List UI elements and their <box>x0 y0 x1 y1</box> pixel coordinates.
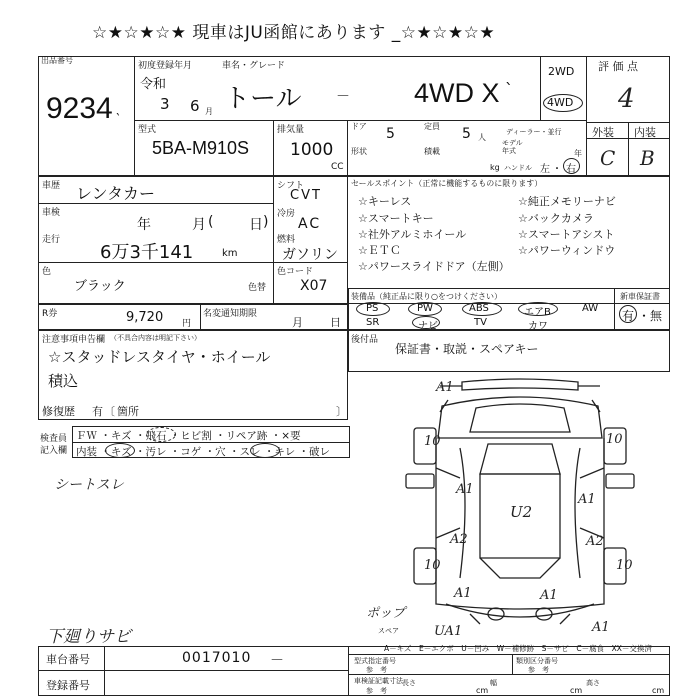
exterior-value: C <box>600 146 616 170</box>
shift-value: CVT <box>290 188 322 203</box>
width-label: 幅 <box>490 679 497 687</box>
model-spec-ref: 参 考 <box>366 666 387 674</box>
inspection-label: 車検 <box>42 208 61 218</box>
sales-point-1: ☆キーレス <box>358 195 412 208</box>
notes-sub: （不具合内容は明記下さい） <box>110 334 201 342</box>
inspection-open: ( <box>208 214 214 230</box>
exterior-label: 外装 <box>592 126 614 139</box>
color-code-label: 色コード <box>277 267 314 277</box>
inspector-kizu-circle <box>105 443 135 458</box>
diagram-u2: U2 <box>510 503 533 521</box>
diagram-10-rear-left: 10 <box>424 558 441 573</box>
doors-value: 5 <box>386 126 395 142</box>
new-car-warranty-label: 新車保証書 <box>620 292 660 301</box>
history-value: レンタカー <box>76 184 155 203</box>
diagram-a1-bottom: A1 <box>592 620 610 635</box>
diagram-a1-rear-left: A1 <box>454 586 472 601</box>
model-year-label: モデル年式 <box>502 139 523 155</box>
vehicle-name: トール <box>224 84 302 114</box>
size-label: 車検証記載寸法 <box>354 677 403 685</box>
sales-points-label: セールスポイント（正常に機能するものに限ります） <box>351 179 543 188</box>
recycle-label: R券 <box>42 309 58 319</box>
registration-month: 6 <box>190 97 200 115</box>
equip-airbag: エアB <box>524 307 551 318</box>
length-cm: cm <box>476 686 489 695</box>
equipment-label: 装備品（純正品に限り○をつけください） <box>351 292 502 301</box>
class-spec-label: 類別区分番号 <box>516 657 558 665</box>
diagram-10-front-right: 10 <box>606 432 623 447</box>
model-year-unit: 年 <box>574 149 582 158</box>
capacity-label: 定員 <box>424 122 440 131</box>
equip-tv: TV <box>474 317 487 328</box>
name-change-day: 日 <box>330 316 341 329</box>
diagram-a1-right: A1 <box>578 492 596 507</box>
diagram-a1-top: A1 <box>436 380 454 395</box>
sales-point-4: ☆バックカメラ <box>518 212 594 225</box>
equip-aw: AW <box>582 303 599 314</box>
sales-point-7: ☆ＥＴＣ <box>358 244 401 257</box>
repair-value: 有 <box>92 405 103 418</box>
length-label: 長さ <box>402 679 416 687</box>
sales-point-2: ☆純正メモリーナビ <box>518 195 616 208</box>
vehicle-name-label: 車名・グレード <box>222 61 286 71</box>
sales-point-3: ☆スマートキー <box>358 212 434 225</box>
spare-handwritten: ポップ <box>366 606 406 621</box>
after-label: 後付品 <box>351 335 379 345</box>
name-change-label: 名変通知期限 <box>203 309 258 319</box>
equip-pw: PW <box>417 303 433 314</box>
warranty-sep: ・ <box>638 309 651 323</box>
notes-label: 注意事項申告欄 <box>42 335 106 345</box>
inspection-close: ) <box>263 214 269 230</box>
aircon-value: AC <box>298 216 322 232</box>
height-cm: cm <box>652 686 665 695</box>
score-label: 評 価 点 <box>598 60 638 73</box>
score-value: 4 <box>618 84 635 114</box>
equip-leather: カワ <box>528 321 548 332</box>
note-seat-wear: シートスレ <box>54 477 124 493</box>
notes-line1: ☆スタッドレスタイヤ・ホイール <box>48 348 271 366</box>
inspector-label-1: 検査員 <box>40 434 68 444</box>
registration-month-unit: 月 <box>205 107 213 116</box>
color-change-label: 色替 <box>248 283 267 293</box>
inspector-sure-circle <box>250 443 280 458</box>
size-ref: 参 考 <box>366 687 387 695</box>
interior-label: 内装 <box>634 126 656 139</box>
lot-number: 9234 <box>46 92 113 125</box>
recycle-value: 9,720 <box>126 310 164 325</box>
history-label: 車歴 <box>42 181 61 191</box>
equip-abs: ABS <box>469 303 489 314</box>
interior-value: B <box>640 146 655 170</box>
inspection-day: 日 <box>249 217 263 233</box>
repair-place: 箇所 <box>117 405 139 418</box>
vehicle-mark: ˋ <box>505 80 513 99</box>
displacement-unit: CC <box>331 162 344 172</box>
mileage-unit: km <box>222 248 238 259</box>
color-label: 色 <box>42 267 52 277</box>
class-spec-ref: 参 考 <box>528 666 549 674</box>
shift-label: シフト <box>277 181 305 191</box>
repair-label: 修復歴 <box>42 405 75 418</box>
diagram-ua1: UA1 <box>434 624 463 639</box>
displacement-value: 1000 <box>290 140 334 160</box>
inspector-label-2: 記入欄 <box>40 446 68 456</box>
lot-label: 出品番号 <box>41 56 73 65</box>
diagram-a2-left: A2 <box>450 532 468 547</box>
mileage-label: 走行 <box>42 235 61 245</box>
inspector-hiseki-circle <box>146 427 176 442</box>
model-value: 5BA-M910S <box>152 138 250 158</box>
color-code: X07 <box>300 278 328 294</box>
capacity-value: 5 <box>462 126 471 142</box>
fuel-label: 燃料 <box>277 235 296 245</box>
registration-era: 令和 <box>140 77 167 92</box>
inspector-line-1: ＦＷ ・キズ ・飛石 ・ヒビ割 ・リペア跡 ・×要 <box>76 430 301 442</box>
sales-point-9: ☆パワースライドドア（左側） <box>358 260 510 273</box>
notes-line2: 積込 <box>48 372 79 390</box>
dealer-label: ディーラー・並行 <box>506 128 562 136</box>
after-value: 保証書・取説・スペアキー <box>395 342 539 356</box>
drive-4wd: 4WD <box>547 96 574 109</box>
aircon-label: 冷房 <box>277 209 296 219</box>
payload-unit: kg <box>490 163 500 172</box>
warranty-no: 無 <box>650 309 663 323</box>
registration-year: 3 <box>160 95 170 113</box>
doors-label: ドア <box>351 122 367 131</box>
chassis-dash: － <box>270 653 284 669</box>
repair-close: 〕 <box>336 405 347 418</box>
equip-ps: PS <box>366 303 379 314</box>
handle-label: ハンドル <box>504 164 532 172</box>
model-spec-label: 型式指定番号 <box>354 657 396 665</box>
fuel-value: ガソリン <box>282 247 338 263</box>
damage-legend: A－キズ E－エクボ U－凹み W－補修跡 S－サビ C－腐食 XX－交換済 <box>384 644 652 653</box>
diagram-10-rear-right: 10 <box>616 558 633 573</box>
registration-label: 初度登録年月 <box>138 61 193 71</box>
diagram-a2-right: A2 <box>586 534 604 549</box>
vehicle-dash: － <box>336 89 350 105</box>
handle-right: 右 <box>566 164 576 175</box>
note-underbody-rust: 下廻りサビ <box>46 627 131 647</box>
width-cm: cm <box>570 686 583 695</box>
spare-label: スペア <box>378 627 399 635</box>
height-label: 高さ <box>586 679 600 687</box>
inspection-year: 年 <box>137 217 151 233</box>
equip-sr: SR <box>366 317 380 328</box>
displacement-label: 排気量 <box>277 125 305 135</box>
repair-open: 〔 <box>104 405 115 418</box>
reg-number-label: 登録番号 <box>46 679 90 692</box>
sales-point-5: ☆社外アルミホイール <box>358 228 467 241</box>
color-value: ブラック <box>74 279 126 294</box>
shape-label: 形状 <box>351 147 367 156</box>
handle-sep: ・ <box>552 164 562 175</box>
diagram-10-front-left: 10 <box>424 434 441 449</box>
payload-label: 積載 <box>424 147 440 156</box>
inspection-month: 月 <box>192 217 206 233</box>
diagram-a1-left: A1 <box>456 482 474 497</box>
chassis-label: 車台番号 <box>46 653 90 666</box>
warranty-yes: 有 <box>622 309 635 323</box>
vehicle-grade: 4WD X <box>414 78 500 108</box>
drive-2wd: 2WD <box>548 65 575 78</box>
header-banner: ☆★☆★☆★ 現車はJU函館にあります _☆★☆★☆★ <box>92 23 496 43</box>
model-label: 型式 <box>138 125 157 135</box>
name-change-month: 月 <box>292 316 303 329</box>
equip-navi: ナビ <box>418 321 438 332</box>
sales-point-8: ☆パワーウィンドウ <box>518 244 616 257</box>
inspector-line-2: 内装 ・キズ ・汚レ ・コゲ ・穴 ・スレ ・キレ ・破レ <box>76 446 331 458</box>
capacity-unit: 人 <box>478 133 486 142</box>
handle-left: 左 <box>540 164 550 175</box>
diagram-a1-rear-right: A1 <box>540 588 558 603</box>
chassis-value: 0017010 <box>182 650 252 666</box>
sales-point-6: ☆スマートアシスト <box>518 228 615 241</box>
recycle-unit: 円 <box>182 319 192 329</box>
mileage-value: 6万3千141 <box>100 242 194 263</box>
